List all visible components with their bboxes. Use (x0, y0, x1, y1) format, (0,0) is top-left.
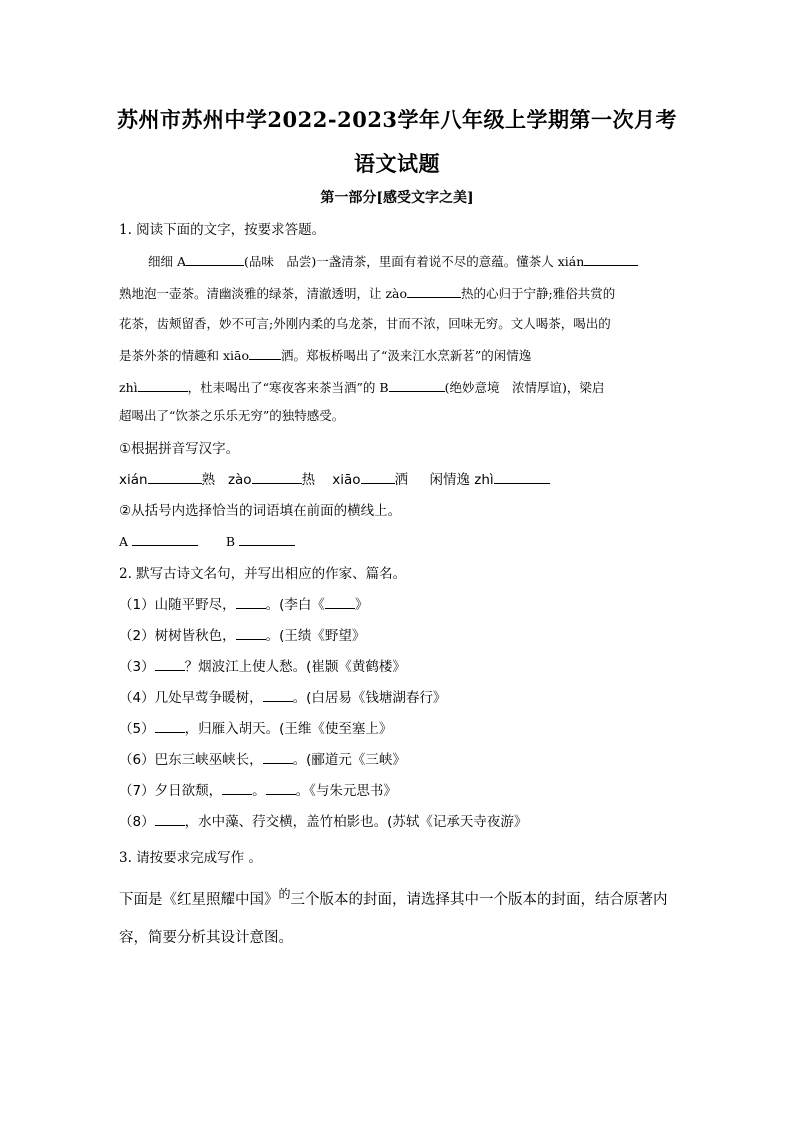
blank-zao (407, 283, 461, 298)
q1-p2-text-a: 熟地泡一壶茶。清幽淡雅的绿茶，清澈透明，让 zào (119, 286, 408, 301)
answer-blank-b (239, 531, 295, 546)
answer-blank-a (132, 531, 198, 546)
label-a: A (119, 534, 129, 549)
item-post: 。(白居易《钱塘湖春行》 (292, 690, 447, 706)
item-num: （5） (119, 721, 155, 737)
item-end: 。《与朱元思书》 (295, 783, 397, 799)
q1-p5-text-a: zhì (119, 380, 138, 395)
item-blank-2 (325, 594, 355, 609)
q2-item-3 (119, 655, 406, 675)
q1-sub2-answer-row (119, 531, 295, 549)
title-line-2: 语文试题 (354, 151, 440, 176)
q1-paragraph-line-1 (148, 251, 638, 270)
q2-item-4 (119, 686, 446, 706)
item-pre: 几处早莺争暖树， (154, 690, 263, 706)
q1-sub2: ②从括号内选择恰当的词语填在前面的横线上。 (119, 503, 402, 519)
q3-body-text-b: 三个版本的封面，请选择其中一个版本的封面，结合原著内 (290, 892, 668, 908)
item-blank (263, 687, 293, 702)
q1-p5-text-b: ，杜耒喝出了“寒夜客来茶当酒”的 B (187, 380, 389, 395)
q2-item-7 (119, 779, 397, 799)
q2-heading: 2. 默写古诗文名句，并写出相应的作家、篇名。 (119, 566, 407, 582)
item-pre: 树树皆秋色， (154, 628, 236, 644)
blank-a (186, 251, 244, 266)
item-num: （1） (119, 597, 155, 613)
item-num: （3） (119, 659, 155, 675)
q1-paragraph-line-6: 超喝出了“饮茶之乐乐无穷”的独特感受。 (119, 408, 345, 423)
q2-item-2 (119, 624, 365, 644)
pinyin-xian: xián (119, 472, 148, 488)
q2-item-1 (119, 593, 368, 613)
item-blank (222, 780, 252, 795)
item-num: （7） (119, 783, 155, 799)
q1-paragraph-line-2 (119, 283, 615, 302)
blank-zhi (138, 377, 188, 392)
pinyin-xiao: xiāo (332, 472, 361, 488)
answer-blank-xiao (361, 469, 395, 484)
q1-paragraph-line-3: 花茶，齿颊留香，妙不可言;外刚内柔的乌龙茶，甘而不浓，回味无穷。文人喝茶，喝出的 (119, 316, 611, 331)
q1-heading: 1. 阅读下面的文字，按要求答题。 (119, 222, 326, 238)
blank-xiao (249, 345, 281, 360)
pinyin-zhi: 闲情逸 zhì (429, 472, 494, 488)
q1-p4-text-a: 是茶外茶的情趣和 xiāo (119, 348, 249, 363)
item-post: ？烟波江上使人愁。(崔颢《黄鹤楼》 (184, 659, 406, 675)
item-end: 》 (354, 597, 369, 613)
q1-sub1-answer-row (119, 468, 550, 488)
blank-b (389, 377, 445, 392)
item-post: 。 (252, 783, 266, 799)
item-blank (263, 749, 293, 764)
label-b: B (225, 534, 236, 549)
item-post: 。(王绩《野望》 (265, 628, 366, 644)
item-num: （4） (119, 690, 155, 706)
item-post: ，水中藻、荇交横，盖竹柏影也。(苏轼《记承天寺夜游》 (184, 814, 528, 830)
char-re: 热 (301, 472, 316, 488)
blank-xian (584, 251, 638, 266)
item-pre: 巴东三峡巫峡长， (154, 752, 263, 768)
item-blank (155, 718, 185, 733)
item-post: ，归雁入胡天。(王维《使至塞上》 (184, 721, 393, 737)
item-post: 。(郦道元《三峡》 (292, 752, 406, 768)
q2-item-6 (119, 748, 406, 768)
q1-sub1: ①根据拼音写汉字。 (119, 441, 240, 457)
q1-p1-text-a: 细细 A (148, 254, 187, 269)
q1-p4-text-b: 洒。郑板桥喝出了“汲来江水烹新茗”的闲情逸 (281, 348, 532, 363)
item-blank-2 (266, 780, 296, 795)
item-num: （8） (119, 814, 155, 830)
item-num: （6） (119, 752, 155, 768)
pinyin-zao: zào (227, 472, 252, 488)
item-blank (236, 594, 266, 609)
item-blank (155, 656, 185, 671)
item-pre: 山随平野尽， (154, 597, 236, 613)
char-sa: 洒 (394, 472, 409, 488)
q1-p5-text-c: (绝妙意境 浓情厚谊)，梁启 (444, 380, 605, 395)
item-pre: 夕日欲颓， (154, 783, 223, 799)
item-blank (236, 625, 266, 640)
answer-blank-zao (252, 469, 302, 484)
answer-blank-zhi (494, 469, 550, 484)
q3-body-text-a: 下面是《红星照耀中国》 (119, 892, 279, 908)
q2-item-8 (119, 810, 527, 830)
item-blank (155, 811, 185, 826)
q1-p2-text-b: 热的心归于宁静;雅俗共赏的 (461, 286, 616, 301)
section-title: 第一部分[感受文字之美] (320, 190, 474, 206)
char-shu: 熟 (201, 472, 216, 488)
q1-paragraph-line-5 (119, 377, 604, 396)
title-line-1: 苏州市苏州中学2022-2023学年八年级上学期第一次月考 (116, 107, 678, 132)
q3-body-sup: 的 (278, 887, 291, 901)
q1-paragraph-line-4 (119, 345, 531, 364)
q2-item-5 (119, 717, 392, 737)
q3-heading: 3. 请按要求完成写作 。 (119, 850, 262, 866)
q3-body-line-1 (119, 888, 668, 909)
item-num: （2） (119, 628, 155, 644)
q3-body-line-2: 容，简要分析其设计意图。 (119, 930, 293, 946)
answer-blank-xian (148, 469, 202, 484)
q1-p1-text-b: (品味 品尝)一盏清茶，里面有着说不尽的意蕴。懂茶人 xián (244, 254, 585, 269)
item-post: 。(李白《 (265, 597, 325, 613)
